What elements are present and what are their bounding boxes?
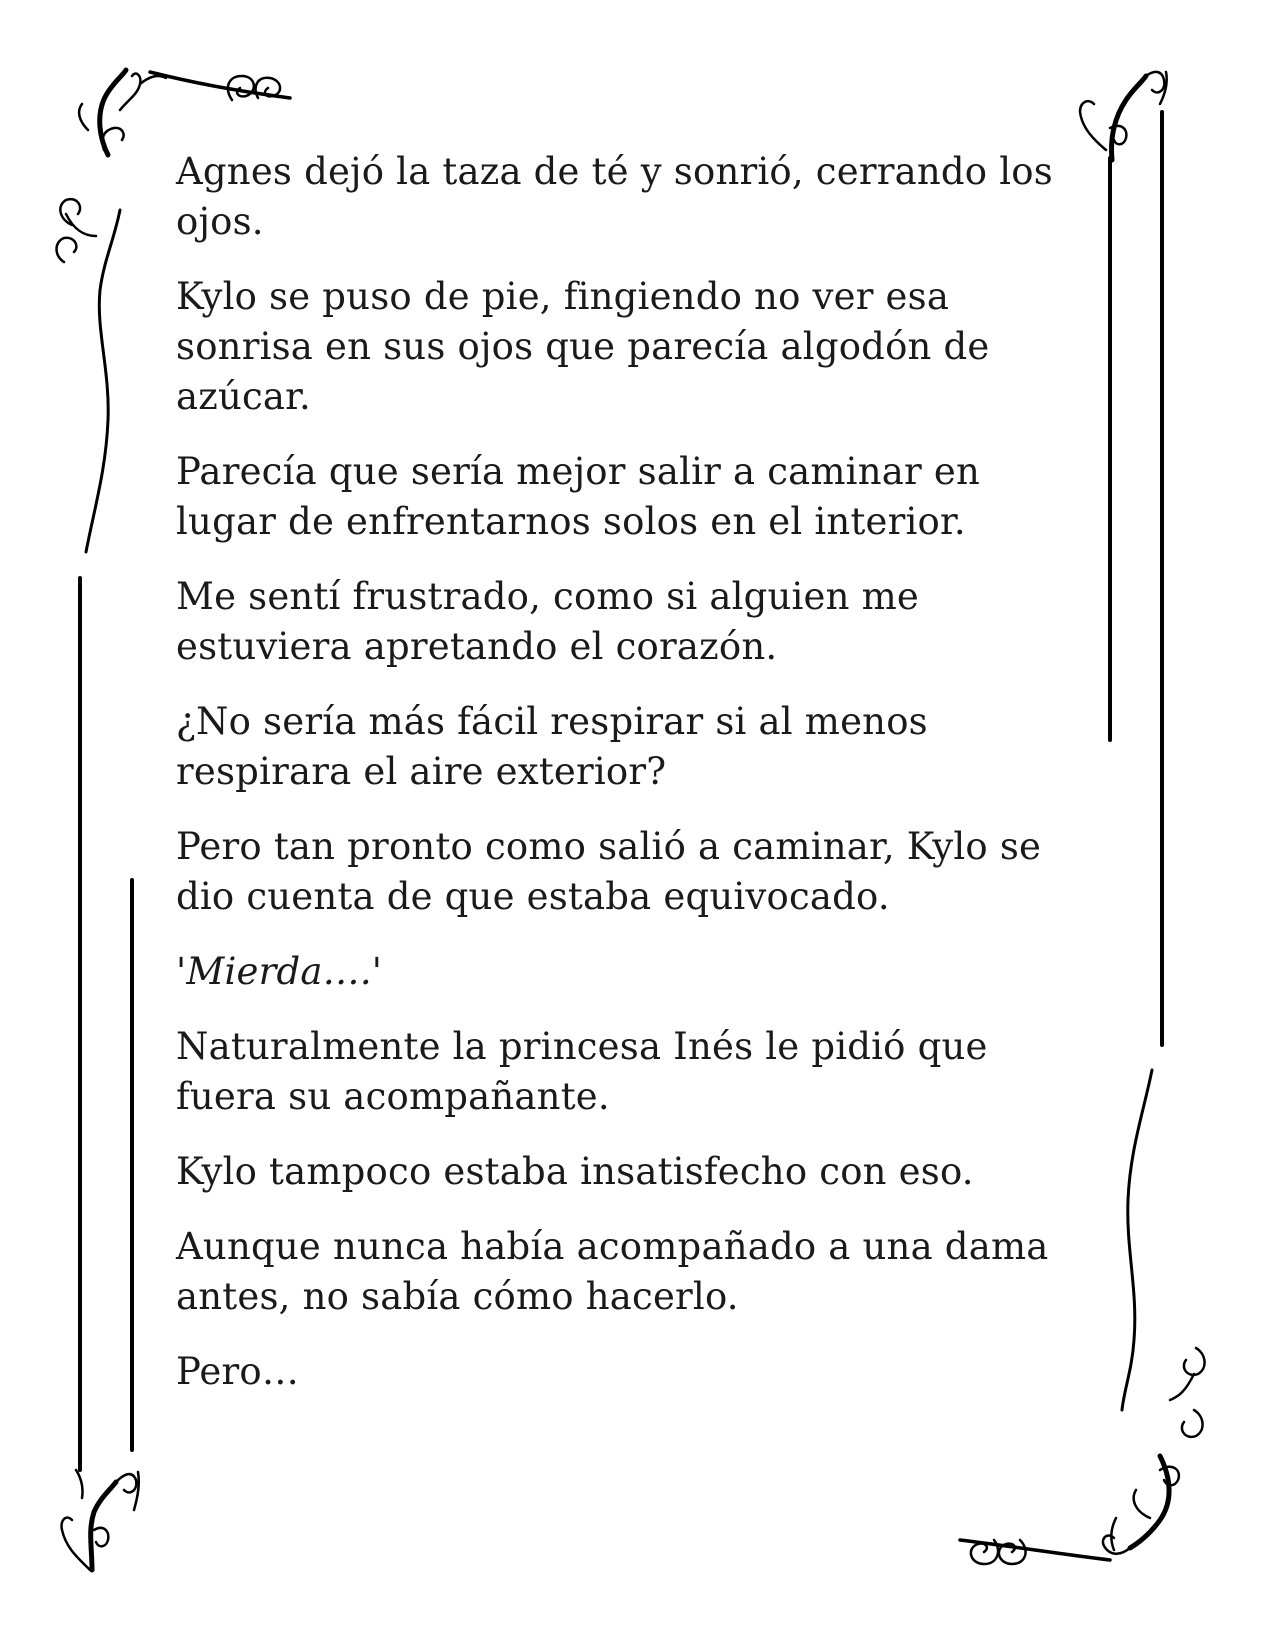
paragraph: Pero tan pronto como salió a caminar, Kylo se dio cuenta de que estaba equivocado. bbox=[176, 825, 1042, 918]
paragraph: Kylo se puso de pie, fingiendo no ver esa sonrisa en sus ojos que parecía algodón de azúcar. bbox=[176, 275, 990, 418]
paragraph: Agnes dejó la taza de té y sonrió, cerrando los ojos. bbox=[176, 150, 1053, 243]
paragraph: Aunque nunca había acompañado a una dama antes, no sabía cómo hacerlo. bbox=[176, 1225, 1049, 1318]
top-right-flourish-icon bbox=[1080, 72, 1167, 160]
paragraph: Parecía que sería mejor salir a caminar en lugar de enfrentarnos solos en el interior. bbox=[176, 450, 980, 543]
paragraph: Pero… bbox=[176, 1350, 300, 1393]
paragraph: 'Mierda….' bbox=[176, 950, 383, 993]
story-text bbox=[176, 147, 1076, 1422]
paragraph: Me sentí frustrado, como si alguien me estuviera apretando el corazón. bbox=[176, 575, 920, 668]
paragraph: ¿No sería más fácil respirar si al menos respirara el aire exterior? bbox=[176, 700, 928, 793]
paragraph: Naturalmente la princesa Inés le pidió que fuera su acompañante. bbox=[176, 1025, 988, 1118]
paragraph: Kylo tampoco estaba insatisfecho con eso. bbox=[176, 1150, 974, 1193]
bottom-left-flourish-icon bbox=[62, 1470, 139, 1570]
